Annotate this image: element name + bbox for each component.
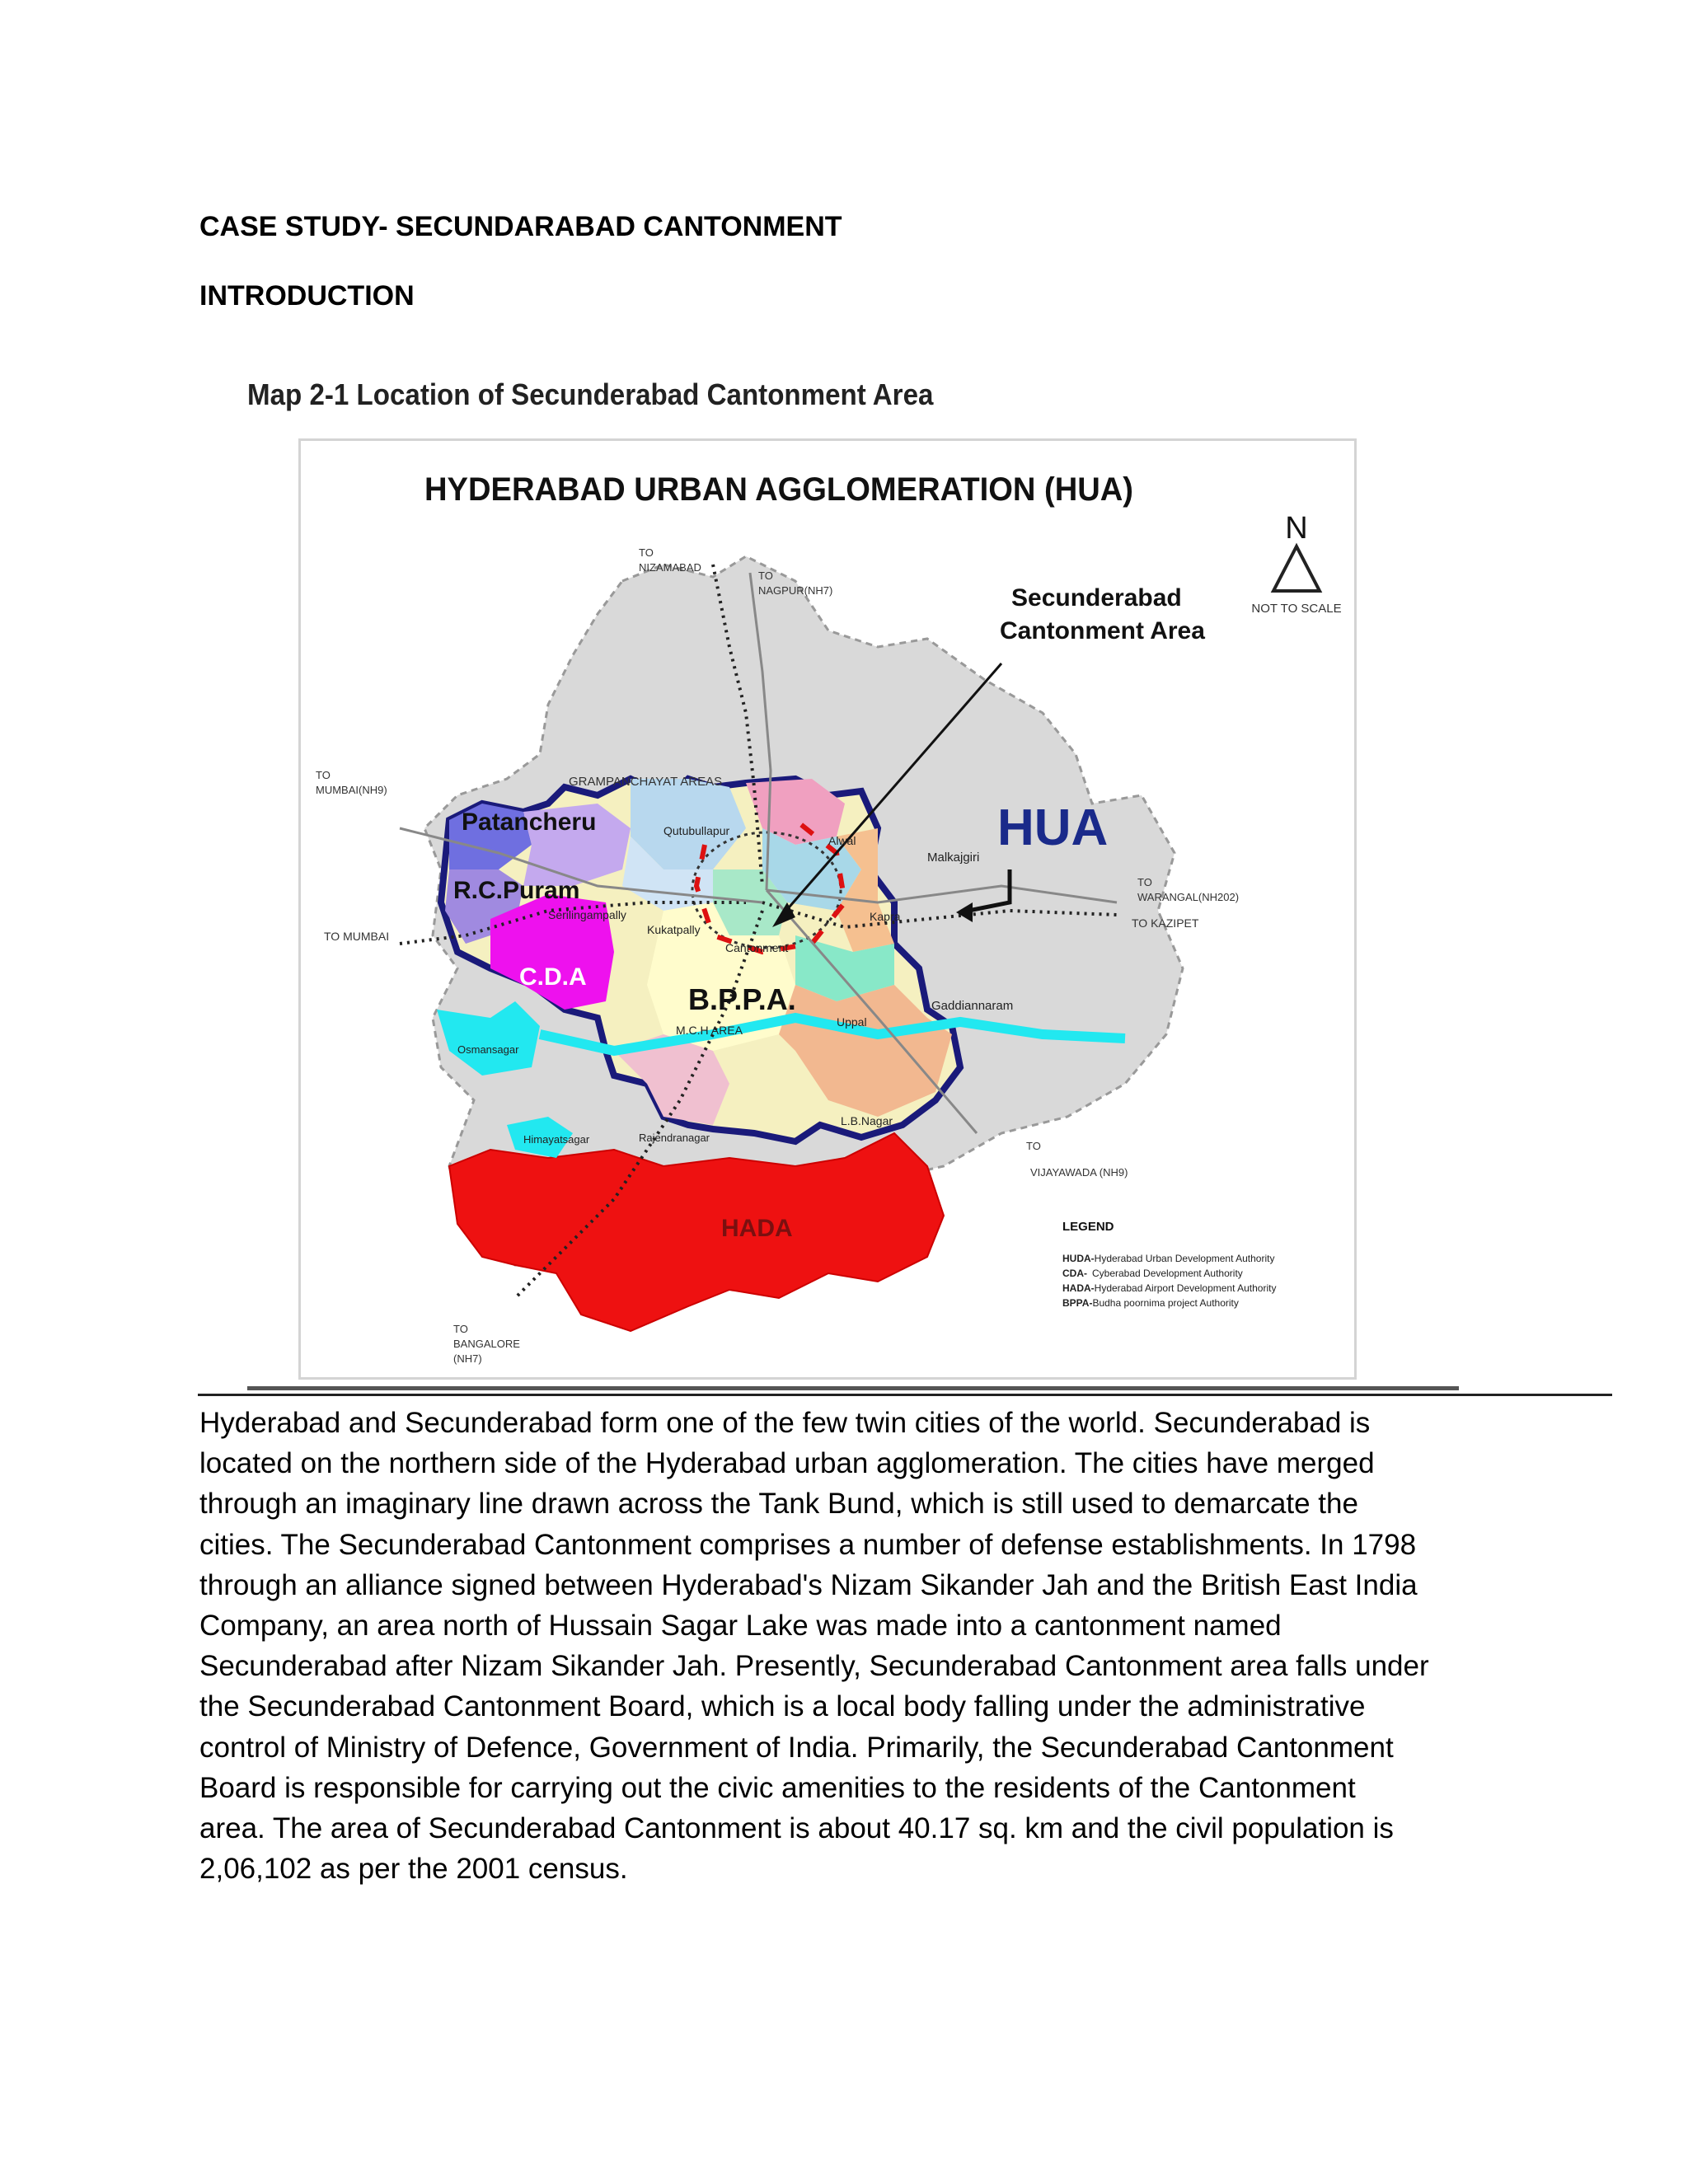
himayatsagar-label: Himayatsagar — [523, 1133, 590, 1146]
north-arrow-icon — [1251, 511, 1341, 616]
section-divider — [198, 1394, 1612, 1396]
rajendranagar-label: Rajendranagar — [639, 1132, 710, 1144]
mch-area-label: M.C.H AREA — [676, 1024, 743, 1037]
route-mumbai: TO MUMBAI — [324, 930, 390, 943]
legend-item: HUDA-Hyderabad Urban Development Authority — [1062, 1253, 1275, 1264]
paragraph-line: the Secunderabad Cantonment Board, which is a local body falling under the administrative — [199, 1690, 1366, 1723]
map-figure — [298, 438, 1357, 1380]
legend-item: BPPA-Budha poornima project Authority — [1062, 1297, 1239, 1309]
route-nagpur: NAGPUR(NH7) — [758, 584, 833, 597]
map-legend — [1062, 1220, 1276, 1309]
patancheru-label: Patancheru — [462, 808, 597, 836]
bppa-label: B.P.P.A. — [688, 982, 796, 1016]
route-bangalore-to: TO — [453, 1323, 468, 1335]
serilingampally-label: Serilingampally — [548, 908, 626, 921]
hua-map — [301, 441, 1357, 1380]
hada-label: HADA — [721, 1215, 793, 1242]
rc-puram-label: R.C.Puram — [453, 877, 580, 904]
hada-region — [449, 1133, 944, 1331]
route-nizamabad: NIZAMABAD — [639, 561, 701, 574]
paragraph-line: through an alliance signed between Hyderabad's Nizam Sikander Jah and the British East India — [199, 1568, 1418, 1601]
paragraph-line: Company, an area north of Hussain Sagar Lake was made into a cantonment named — [199, 1610, 1282, 1643]
route-mumbai-nh9-to: TO — [316, 769, 331, 781]
paragraph-line: Hyderabad and Secunderabad form one of the few twin cities of the world. Secunderabad is — [199, 1407, 1371, 1439]
paragraph-line: located on the northern side of the Hyderabad urban agglomeration. The cities have merged — [199, 1447, 1375, 1480]
hua-label: HUA — [997, 799, 1109, 856]
callout-line2: Cantonment Area — [1000, 617, 1205, 644]
figure-bottom-rule — [247, 1386, 1459, 1390]
cantonment-label: Cantonment — [725, 941, 789, 954]
route-vijayawada: VIJAYAWADA (NH9) — [1030, 1166, 1128, 1179]
route-warangal-to: TO — [1137, 876, 1152, 888]
grampanchayat-label: GRAMPANCHAYAT AREAS — [569, 775, 723, 789]
legend-title: LEGEND — [1062, 1220, 1114, 1234]
route-vijayawada-to: TO — [1026, 1140, 1041, 1152]
paragraph-line: control of Ministry of Defence, Government of India. Primarily, the Secunderabad Cantonment — [199, 1731, 1394, 1764]
route-mumbai-nh9: MUMBAI(NH9) — [316, 784, 387, 796]
route-warangal: WARANGAL(NH202) — [1137, 891, 1240, 903]
map-heading: HYDERABAD URBAN AGGLOMERATION (HUA) — [424, 471, 1133, 508]
cda-label: C.D.A — [519, 963, 587, 991]
paragraph-line: cities. The Secunderabad Cantonment comprises a number of defense establishments. In 1798 — [199, 1528, 1417, 1561]
lb-nagar-label: L.B.Nagar — [841, 1114, 893, 1127]
qutubullapur-label: Qutubullapur — [663, 824, 730, 837]
route-bangalore: BANGALORE — [453, 1338, 520, 1350]
legend-item: HADA-Hyderabad Airport Development Authority — [1062, 1282, 1277, 1294]
kukatpally-label: Kukatpally — [647, 923, 701, 936]
document-title: CASE STUDY- SECUNDARABAD CANTONMENT — [199, 211, 842, 242]
paragraph-line: area. The area of Secunderabad Cantonment is about 40.17 sq. km and the civil population is — [199, 1812, 1394, 1845]
route-nagpur-to: TO — [758, 569, 773, 582]
route-nizamabad-to: TO — [639, 546, 654, 559]
paragraph-line: through an imaginary line drawn across the Tank Bund, which is still used to demarcate the — [199, 1488, 1358, 1521]
svg-text:N: N — [1285, 511, 1308, 546]
kapra-label: Kapra — [870, 910, 901, 923]
alwal-label: Alwal — [828, 834, 856, 847]
gaddiannaram-label: Gaddiannaram — [931, 999, 1014, 1013]
osmansagar-label: Osmansagar — [457, 1043, 519, 1056]
uppal-label: Uppal — [837, 1015, 867, 1029]
callout-line1: Secunderabad — [1011, 584, 1182, 612]
section-heading: INTRODUCTION — [199, 280, 415, 312]
malkajgiri-label: Malkajgiri — [927, 851, 980, 865]
paragraph-line: 2,06,102 as per the 2001 census. — [199, 1853, 628, 1886]
not-to-scale-label: NOT TO SCALE — [1251, 602, 1342, 616]
paragraph-line: Board is responsible for carrying out the civic amenities to the residents of the Cantonment — [199, 1771, 1356, 1804]
route-kazipet: TO KAZIPET — [1132, 916, 1199, 930]
paragraph-line: Secunderabad after Nizam Sikander Jah. Presently, Secunderabad Cantonment area falls under — [199, 1650, 1429, 1683]
legend-item: CDA- Cyberabad Development Authority — [1062, 1268, 1243, 1279]
introduction-paragraph — [199, 1403, 1485, 1889]
route-bangalore-nh: (NH7) — [453, 1352, 482, 1365]
map-caption: Map 2-1 Location of Secunderabad Cantonment Area — [247, 377, 934, 411]
